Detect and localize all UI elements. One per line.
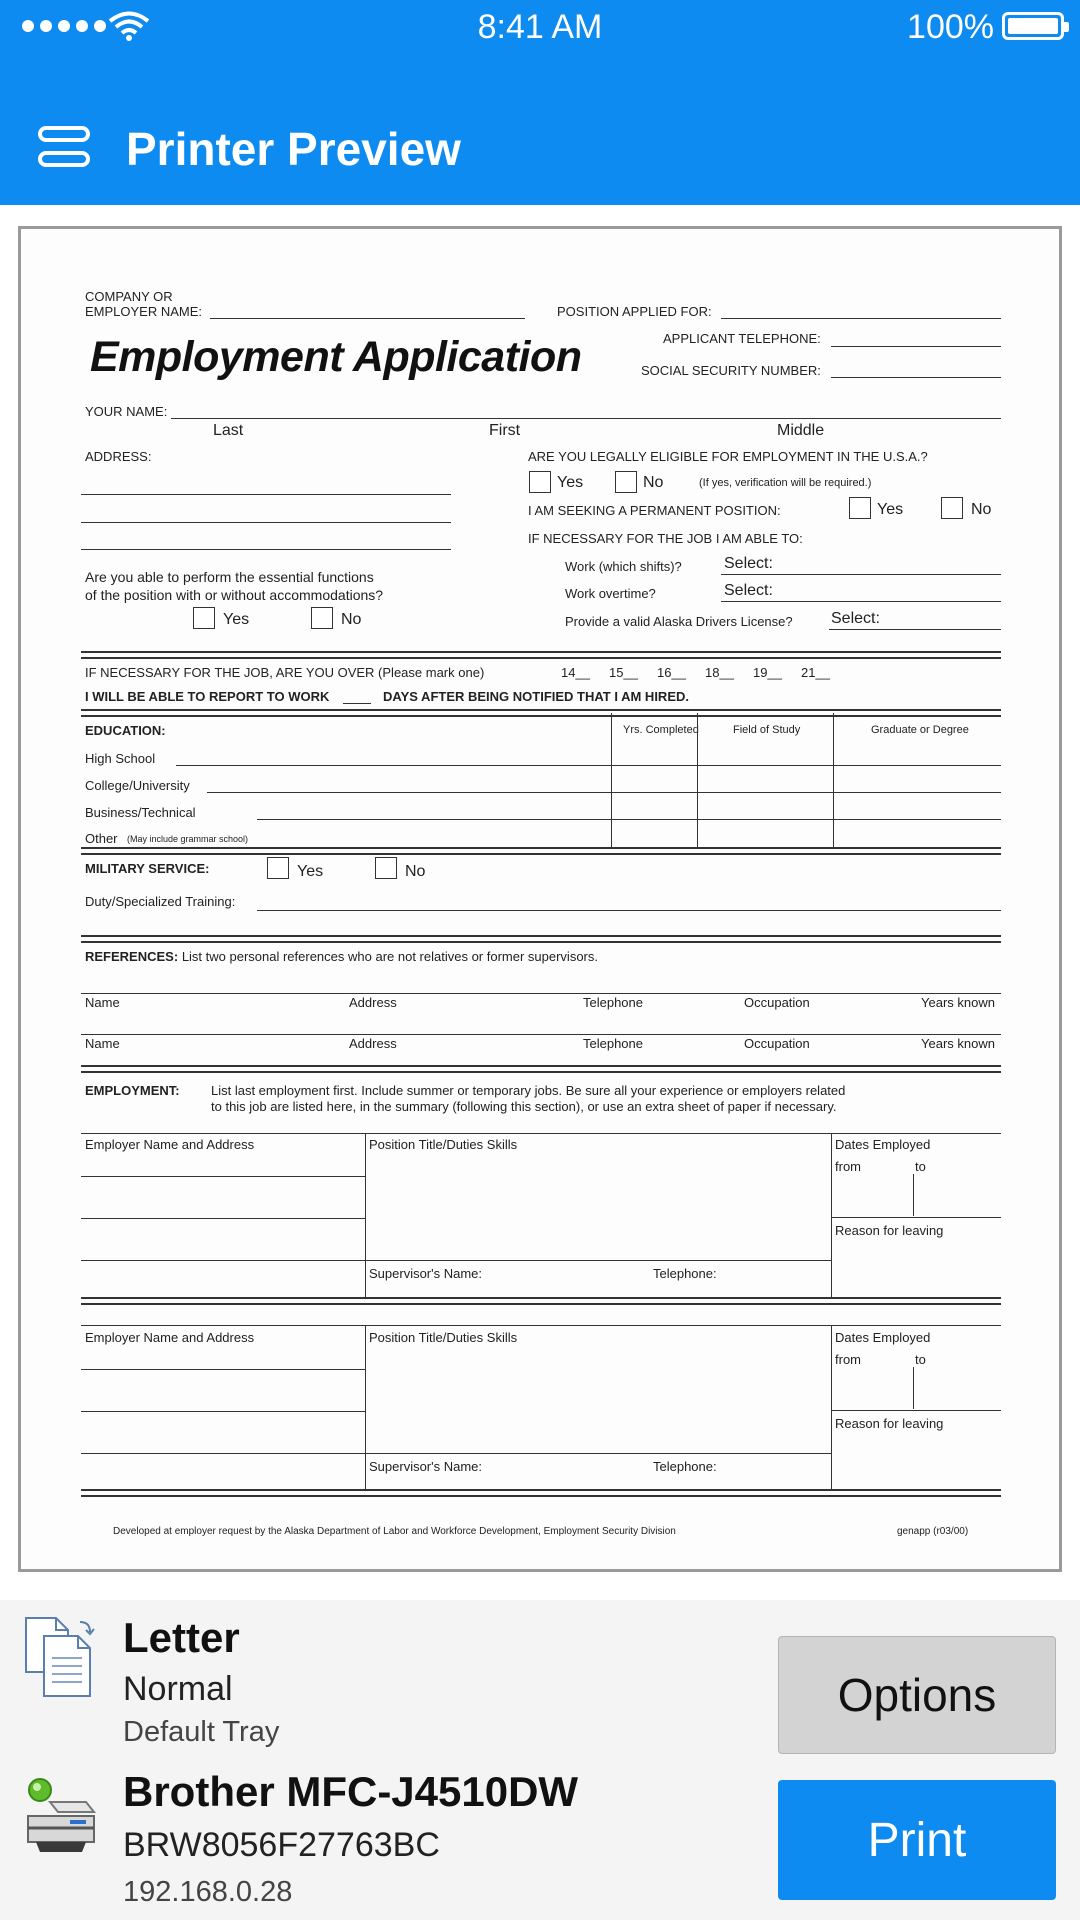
from-label: from [835, 1352, 861, 1367]
dates-employed-label: Dates Employed [835, 1330, 931, 1345]
supervisor-label: Supervisor's Name: [369, 1266, 483, 1281]
military-yes-checkbox[interactable] [267, 857, 289, 879]
print-preview[interactable] [18, 226, 1062, 1572]
supervisor-label: Supervisor's Name: [369, 1459, 483, 1474]
employer-name-label: Employer Name and Address [85, 1330, 255, 1345]
references-heading [85, 949, 598, 964]
yes-label: Yes [223, 611, 250, 628]
form-title: Employment Application [90, 333, 582, 381]
other-label: Other [85, 831, 118, 846]
essential-question-2: of the position with or without accommodations? [85, 587, 384, 603]
ref-column-address: Address [349, 1036, 397, 1051]
age-option[interactable]: 14__ [561, 665, 590, 680]
shifts-label: Work (which shifts)? [565, 559, 682, 574]
employer-label: EMPLOYER NAME: [85, 304, 203, 319]
menu-icon[interactable] [38, 126, 96, 176]
permanent-yes-checkbox[interactable] [849, 497, 871, 519]
yes-label: Yes [557, 474, 584, 491]
form-code: genapp (r03/00) [897, 1526, 969, 1537]
eligible-no-checkbox[interactable] [615, 471, 637, 493]
ref-column-address: Address [349, 995, 397, 1010]
name-label: YOUR NAME: [85, 404, 168, 419]
print-button[interactable]: Print [778, 1780, 1056, 1900]
essential-no-checkbox[interactable] [311, 607, 333, 629]
position-title-label: Position Title/Duties Skills [369, 1330, 518, 1345]
no-label: No [341, 611, 362, 628]
address-label: ADDRESS: [85, 449, 152, 464]
no-label: No [643, 474, 664, 491]
page-title: Printer Preview [126, 123, 461, 175]
company-label: COMPANY OR [85, 289, 173, 304]
to-label: to [915, 1352, 926, 1367]
other-note: (May include grammar school) [127, 834, 249, 844]
last-label: Last [213, 422, 244, 439]
ref-column-telephone: Telephone [583, 1036, 643, 1051]
license-label: Provide a valid Alaska Drivers License? [565, 614, 793, 629]
over-age-question: IF NECESSARY FOR THE JOB, ARE YOU OVER (Please mark one) [85, 665, 485, 680]
eligible-yes-checkbox[interactable] [529, 471, 551, 493]
reason-label: Reason for leaving [835, 1416, 944, 1431]
form-footer: Developed at employer request by the Alaska Department of Labor and Workforce Development, Employment Security Division [113, 1526, 676, 1537]
paper-icon [20, 1614, 102, 1700]
paper-tray: Default Tray [123, 1716, 280, 1748]
from-label: from [835, 1159, 861, 1174]
yes-label: Yes [297, 863, 324, 880]
references-label: REFERENCES: [85, 949, 179, 964]
shifts-select[interactable]: Select: [724, 555, 773, 572]
college-label: College/University [85, 778, 190, 793]
position-label: POSITION APPLIED FOR: [557, 304, 712, 319]
age-option[interactable]: 16__ [657, 665, 686, 680]
ref-column-name: Name [85, 995, 120, 1010]
to-label: to [915, 1159, 926, 1174]
battery-percent: 100% [907, 8, 994, 46]
age-option[interactable]: 21__ [801, 665, 830, 680]
verification-note: (If yes, verification will be required.) [699, 477, 872, 489]
essential-yes-checkbox[interactable] [193, 607, 215, 629]
employment-heading: EMPLOYMENT: [85, 1083, 180, 1098]
printer-ip: 192.168.0.28 [123, 1876, 293, 1908]
ssn-label: SOCIAL SECURITY NUMBER: [641, 363, 821, 378]
education-heading: EDUCATION: [85, 723, 166, 738]
employment-note-1: List last employment first. Include summer or temporary jobs. Be sure all your experience or employers related [211, 1083, 846, 1098]
employer-name-label: Employer Name and Address [85, 1137, 255, 1152]
dates-employed-label: Dates Employed [835, 1137, 931, 1152]
telephone-field-label: Telephone: [653, 1266, 717, 1281]
status-bar [0, 0, 1080, 56]
military-heading: MILITARY SERVICE: [85, 861, 210, 876]
telephone-field-label: Telephone: [653, 1459, 717, 1474]
print-quality: Normal [123, 1670, 233, 1708]
overtime-label: Work overtime? [565, 586, 656, 601]
printer-id: BRW8056F27763BC [123, 1826, 440, 1864]
position-title-label: Position Title/Duties Skills [369, 1137, 518, 1152]
printer-name[interactable]: Brother MFC-J4510DW [123, 1768, 579, 1815]
paper-size[interactable]: Letter [123, 1614, 240, 1661]
eligible-question: ARE YOU LEGALLY ELIGIBLE FOR EMPLOYMENT IN THE U.S.A.? [528, 449, 928, 464]
employment-note-2: to this job are listed here, in the summary (following this section), or use an extra sheet of paper if necessary. [211, 1099, 837, 1114]
no-label: No [405, 863, 426, 880]
business-label: Business/Technical [85, 805, 196, 820]
high-school-label: High School [85, 751, 156, 766]
essential-question-1: Are you able to perform the essential functions [85, 569, 374, 585]
ref-column-telephone: Telephone [583, 995, 643, 1010]
printer-icon [20, 1776, 102, 1856]
graduate-header: Graduate or Degree [871, 724, 969, 736]
yrs-completed-header: Yrs. Completed [623, 724, 699, 736]
yes-label: Yes [877, 501, 904, 518]
able-to-label: IF NECESSARY FOR THE JOB I AM ABLE TO: [528, 531, 803, 546]
status-time: 8:41 AM [477, 8, 603, 46]
permanent-question: I AM SEEKING A PERMANENT POSITION: [528, 503, 781, 518]
app-header [0, 0, 1080, 205]
report-text-2: DAYS AFTER BEING NOTIFIED THAT I AM HIRED. [383, 689, 689, 704]
field-of-study-header: Field of Study [733, 724, 801, 736]
middle-label: Middle [777, 422, 825, 439]
references-note: List two personal references who are not relatives or former supervisors. [181, 949, 598, 964]
reason-label: Reason for leaving [835, 1223, 944, 1238]
ref-column-years: Years known [921, 1036, 995, 1051]
age-option[interactable]: 19__ [753, 665, 782, 680]
ref-column-occupation: Occupation [744, 995, 810, 1010]
employment-application-form [21, 229, 1062, 1572]
license-select[interactable]: Select: [831, 610, 880, 627]
age-option[interactable]: 18__ [705, 665, 734, 680]
duty-label: Duty/Specialized Training: [85, 894, 236, 909]
no-label: No [971, 501, 992, 518]
ref-column-years: Years known [921, 995, 995, 1010]
military-no-checkbox[interactable] [375, 857, 397, 879]
telephone-label: APPLICANT TELEPHONE: [663, 331, 821, 346]
first-label: First [489, 422, 521, 439]
ref-column-occupation: Occupation [744, 1036, 810, 1051]
battery-icon [1002, 12, 1064, 40]
options-button[interactable]: Options [778, 1636, 1056, 1754]
print-settings-panel [0, 1600, 1080, 1920]
permanent-no-checkbox[interactable] [941, 497, 963, 519]
report-text-1: I WILL BE ABLE TO REPORT TO WORK [85, 689, 330, 704]
overtime-select[interactable]: Select: [724, 582, 773, 599]
ref-column-name: Name [85, 1036, 120, 1051]
age-option[interactable]: 15__ [609, 665, 638, 680]
